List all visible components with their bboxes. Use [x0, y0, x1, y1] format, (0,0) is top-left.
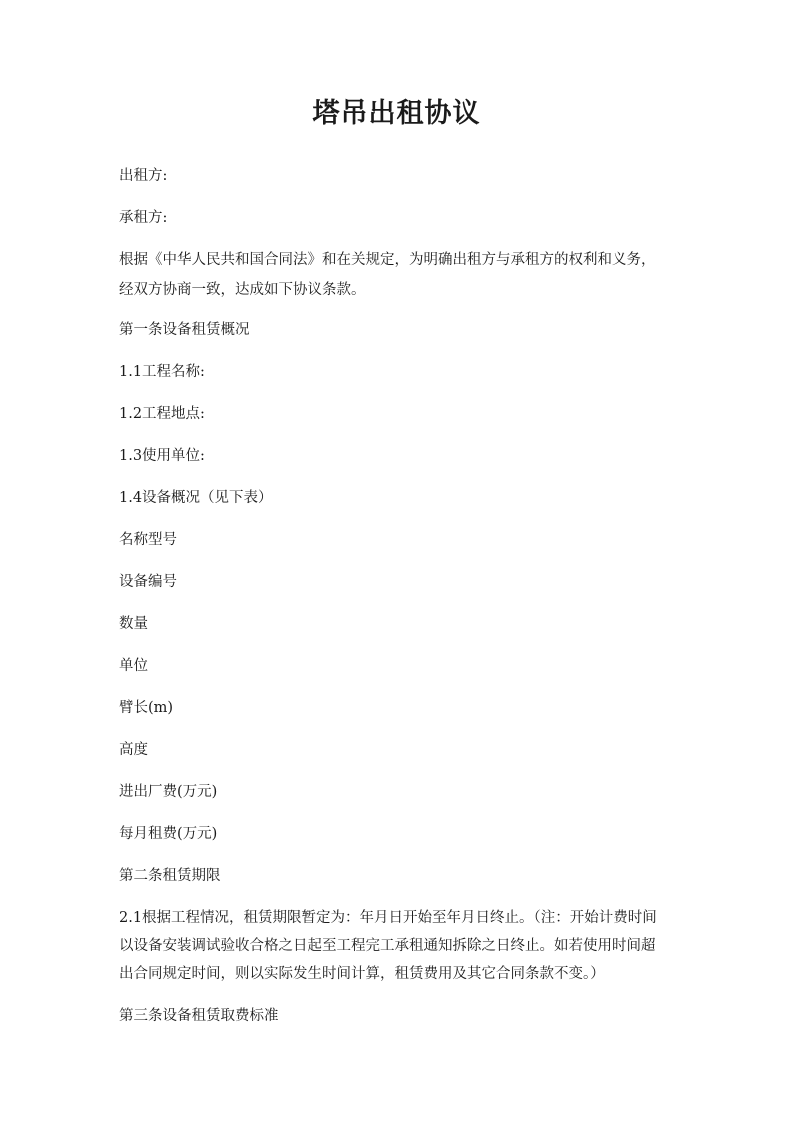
item-1-1: 1.1工程名称: [119, 364, 205, 380]
field-unit: 单位 [119, 658, 148, 674]
field-monthly-fee: 每月租费(万元) [119, 826, 218, 842]
field-model: 名称型号 [119, 532, 177, 548]
field-arm-length: 臂长(m) [119, 700, 174, 716]
article-3-heading: 第三条设备租赁取费标准 [119, 1008, 279, 1024]
item-2-1-line-3: 出合同规定时间，则以实际发生时间计算，租赁费用及其它合同条款不变。） [119, 966, 605, 982]
document-title: 塔吊出租协议 [312, 98, 481, 129]
item-2-1-line-1: 2.1根据工程情况，租赁期限暂定为：年月日开始至年月日终止。（注：开始计费时间 [119, 910, 657, 926]
field-height: 高度 [119, 742, 148, 758]
lessee-line: 承租方: [119, 210, 168, 226]
item-1-4: 1.4设备概况（见下表） [119, 490, 273, 506]
article-2-heading: 第二条租赁期限 [119, 868, 221, 884]
preamble-line-1: 根据《中华人民共和国合同法》和在关规定，为明确出租方与承租方的权利和义务， [119, 252, 656, 268]
field-number: 设备编号 [119, 574, 177, 590]
item-1-2: 1.2工程地点: [119, 406, 205, 422]
item-2-1-line-2: 以设备安装调试验收合格之日起至工程完工承租通知拆除之日终止。如若使用时间超 [119, 938, 656, 954]
field-quantity: 数量 [119, 616, 148, 632]
item-1-3: 1.3使用单位: [119, 448, 205, 464]
field-entry-fee: 进出厂费(万元) [119, 784, 218, 800]
lessor-line: 出租方: [119, 168, 168, 184]
article-1-heading: 第一条设备租赁概况 [119, 322, 250, 338]
preamble-line-2: 经双方协商一致，达成如下协议条款。 [119, 282, 366, 298]
